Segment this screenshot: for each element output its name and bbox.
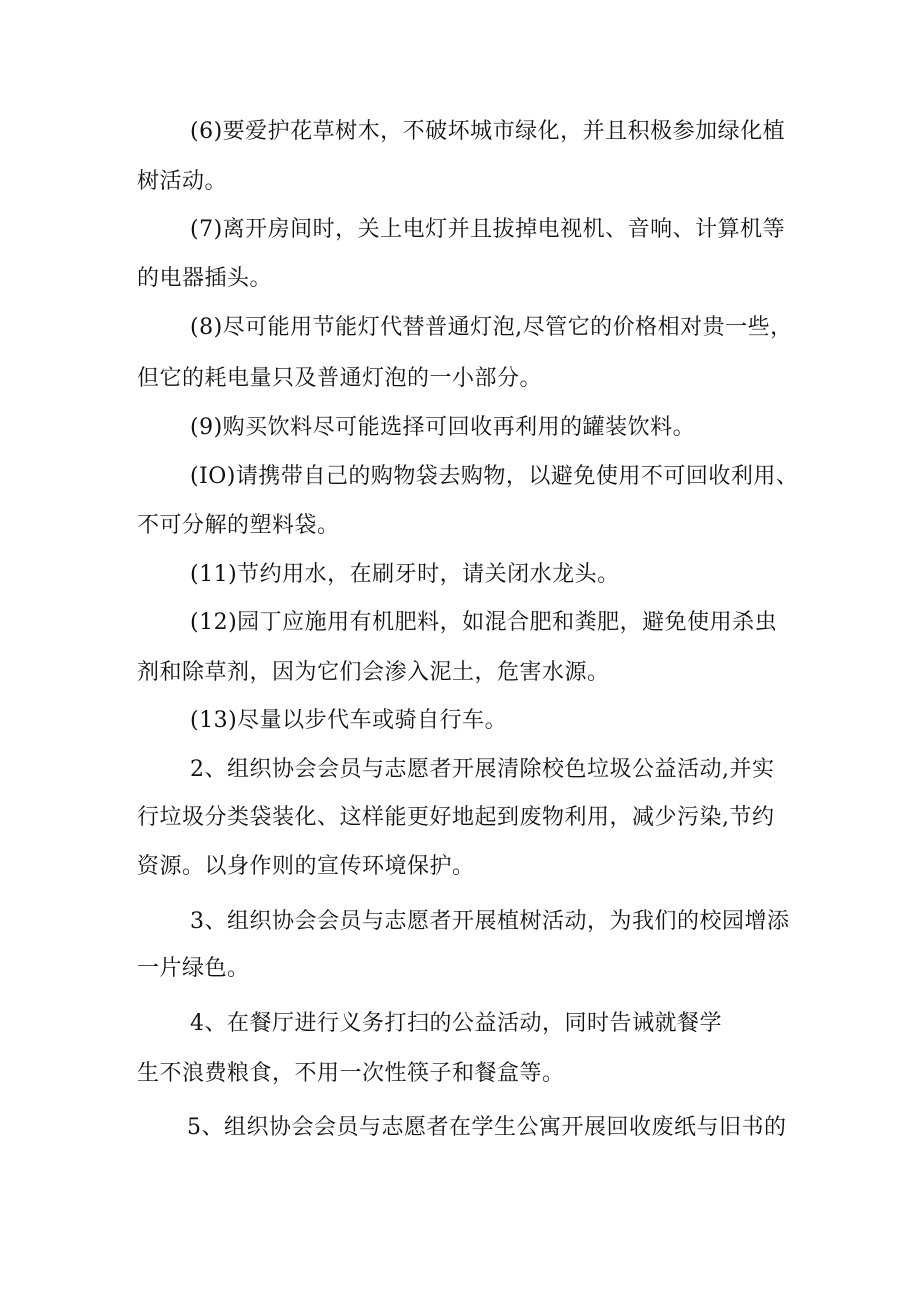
text-line: (13)尽量以步代车或骑自行车。 — [190, 708, 508, 733]
text-line: 4、在餐厅进行义务打扫的公益活动，同时告诫就餐学 — [190, 1011, 722, 1036]
text-line: 但它的耗电量只及普通灯泡的一小部分。 — [137, 366, 543, 391]
text-line: (6)要爱护花草树木，不破坏城市绿化，并且积极参加绿化植 — [190, 119, 786, 144]
text-line: 2、组织协会会员与志愿者开展清除校色垃圾公益活动,并实 — [190, 757, 775, 782]
text-line: (7)离开房间时，关上电灯并且拔掉电视机、音响、计算机等 — [190, 217, 786, 242]
text-line: 资源。以身作则的宣传环境保护。 — [137, 854, 475, 879]
text-line: 行垃圾分类袋装化、这样能更好地起到废物利用，减少污染,节约 — [137, 805, 775, 830]
text-line: (11)节约用水，在刷牙时，请关闭水龙头。 — [190, 562, 620, 587]
text-line: 不可分解的塑料袋。 — [137, 513, 340, 538]
text-line: 5、组织协会会员与志愿者在学生公寓开展回收废纸与旧书的 — [187, 1115, 787, 1140]
text-line: (9)购买饮料尽可能选择可回收再利用的罐装饮料。 — [190, 415, 696, 440]
text-line: 的电器插头。 — [137, 266, 273, 291]
text-line: (12)园丁应施用有机肥料，如混合肥和粪肥，避免使用杀虫 — [190, 610, 778, 635]
text-line: 生不浪费粮食，不用一次性筷子和餐盒等。 — [137, 1061, 565, 1086]
text-line: (8)尽可能用节能灯代替普通灯泡,尽管它的价格相对贵一些， — [190, 315, 793, 340]
text-line: (IO)请携带自己的购物袋去购物，以避免使用不可回收利用、 — [190, 464, 799, 489]
text-line: 一片绿色。 — [137, 956, 250, 981]
text-line: 3、组织协会会员与志愿者开展植树活动，为我们的校园增添 — [190, 909, 790, 934]
text-line: 树活动。 — [137, 169, 228, 194]
text-line: 剂和除草剂，因为它们会渗入泥土，危害水源。 — [137, 660, 610, 685]
